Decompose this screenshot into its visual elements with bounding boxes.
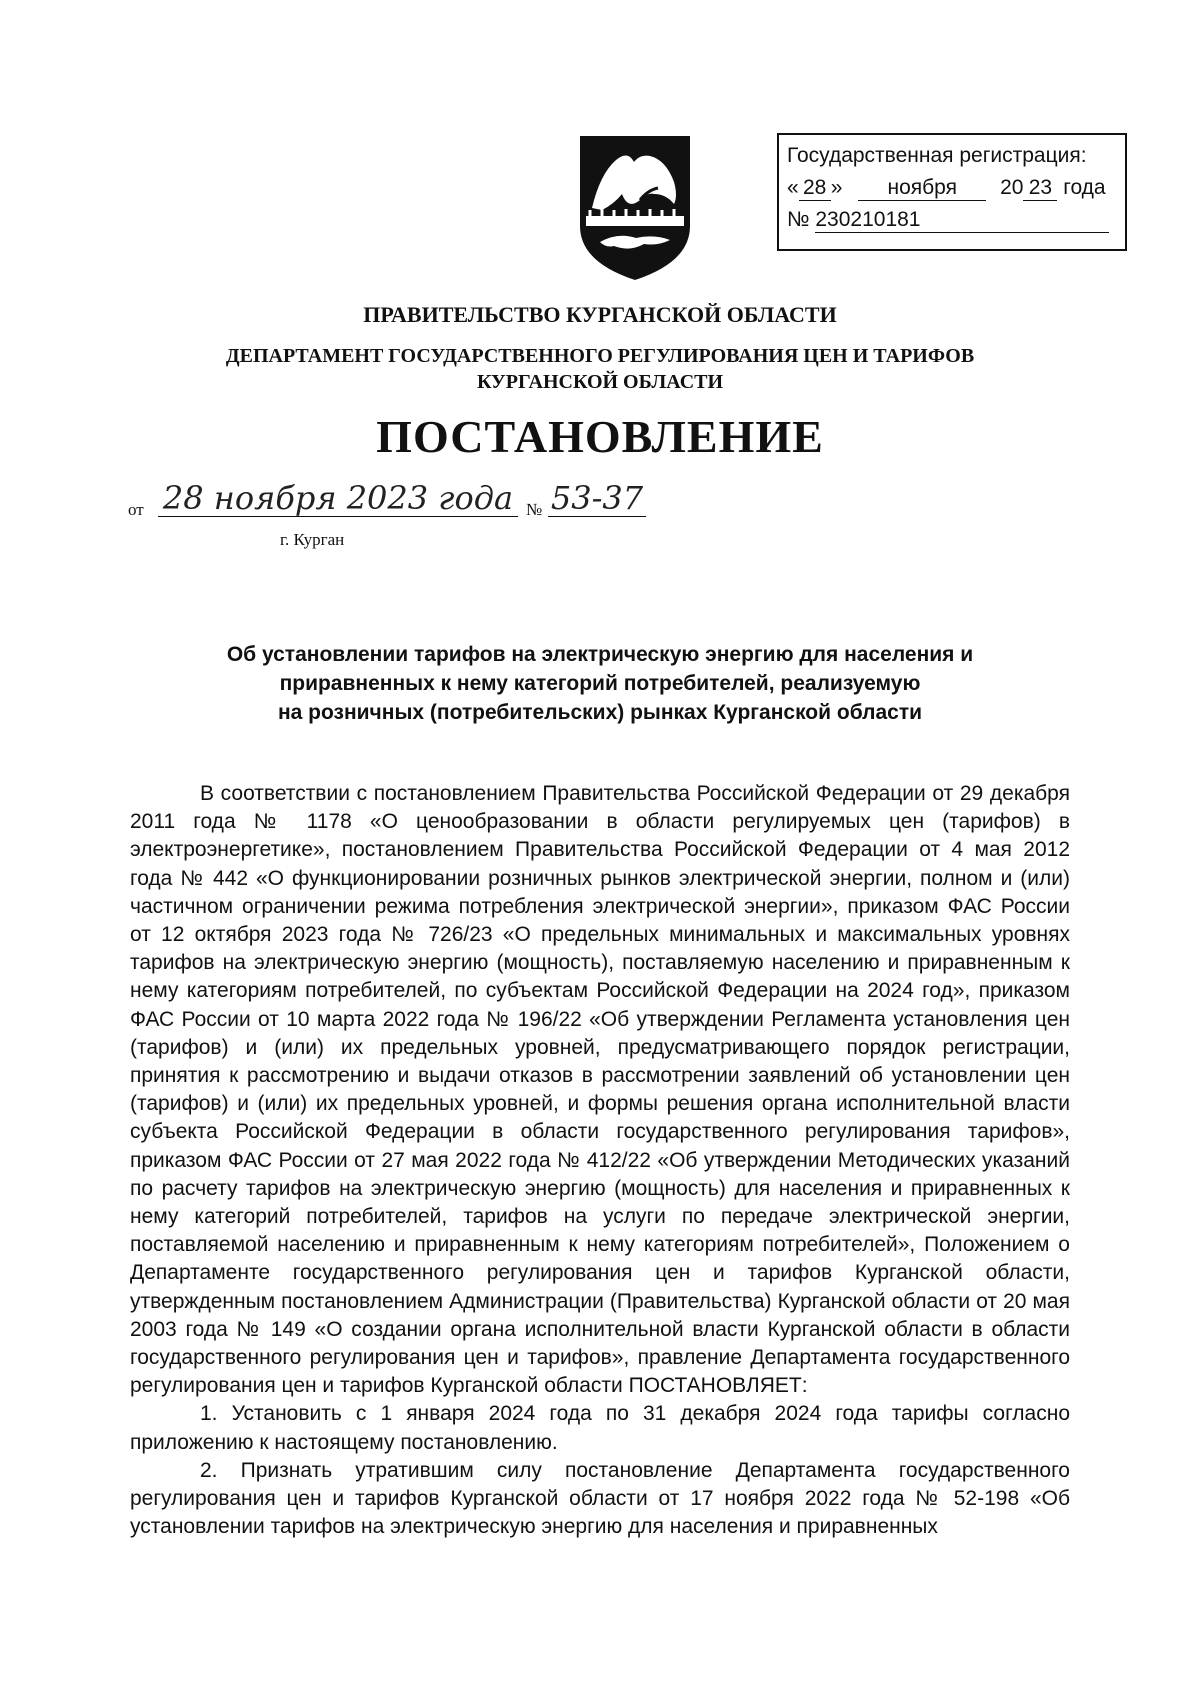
registration-label: Государственная регистрация: (787, 144, 1087, 167)
registration-month: ноября (858, 176, 986, 201)
document-subject (150, 640, 1050, 727)
registration-number: 230210181 (815, 208, 1109, 233)
subject-line1: Об установлении тарифов на электрическую энергию для населения и (226, 643, 974, 666)
registration-label-row (787, 141, 1117, 173)
registration-stamp (777, 133, 1127, 251)
department-name-line2: КУРГАНСКОЙ ОБЛАСТИ (476, 371, 724, 393)
close-quote: » (830, 176, 843, 199)
coat-of-arms-icon (578, 134, 692, 282)
registration-date-row (787, 173, 1117, 205)
item-2-paragraph: 2. Признать утратившим силу постановление Департамента государственного регулирования цен и тарифов Курганской области от 17 ноября 2022 года № 52-198 «Об установлении тарифов на электрическую энергию для населения и приравненных (130, 1458, 1070, 1539)
registration-day: 28 (799, 176, 831, 201)
subject-line3: на розничных (потребительских) рынках Курганской области (277, 701, 923, 724)
document-type-title: ПОСТАНОВЛЕНИЕ (376, 411, 824, 462)
from-label: от (128, 500, 144, 519)
city-name: г. Курган (280, 530, 345, 549)
subject-line2: приравненных к нему категорий потребителей, реализуемую (279, 672, 921, 695)
registration-number-sign: № (787, 208, 810, 231)
document-body (130, 780, 1070, 1541)
open-quote: « (787, 176, 799, 199)
registration-number-row (787, 205, 1117, 237)
government-name: ПРАВИТЕЛЬСТВО КУРГАНСКОЙ ОБЛАСТИ (363, 302, 837, 327)
preamble-paragraph: В соответствии с постановлением Правительства Российской Федерации от 29 декабря 2011 года № 1178 «О ценообразовании в области регулируемых цен (тарифов) в электроэнергетике», постановлением Правительства Российской Федерации от 4 мая 2012 года № 442 «О функционировании розничных рынков электрической энергии, полном и (или) частичном ограничении режима потребления электрической энергии», приказом ФАС России от 12 октября 2023 года № 726/23 «О предельных минимальных и максимальных уровнях тарифов на электрическую энергию (мощность), поставляемую населению и приравненным к нему категориям потребителей, по субъектам Российской Федерации на 2024 год», приказом ФАС России от 10 марта 2022 года № 196/22 «Об утверждении Регламента установления цен (тарифов) и (или) их предельных уровней, предусматривающего порядок регистрации, принятия к рассмотрению и выдачи отказов в рассмотрении заявлений об установлении цен (тарифов) и (или) их предельных уровней, и формы решения органа исполнительной власти субъекта Российской Федерации в области государственного регулирования тарифов», приказом ФАС России от 27 мая 2022 года № 412/22 «Об утверждении Методических указаний по расчету тарифов на электрическую энергию (мощность) для населения и приравненных к нему категорий потребителей, тарифов на услуги по передаче электрической энергии, поставляемой населению и приравненным к нему категориям потребителей», Положением о Департаменте государственного регулирования цен и тарифов Курганской области, утвержденным постановлением Администрации (Правительства) Курганской области от 20 мая 2003 года № 149 «О создании органа исполнительной власти Курганской области в области государственного регулирования цен и тарифов», правление Департамента государственного регулирования цен и тарифов Курганской области ПОСТАНОВЛЯЕТ: (130, 782, 1070, 1398)
handwritten-date: 28 ноября 2023 года (158, 480, 518, 517)
date-number-line (128, 479, 648, 526)
registration-year-prefix: 20 (1000, 176, 1024, 199)
registration-year-suffix: 23 (1023, 176, 1057, 201)
item-1-paragraph: 1. Установить с 1 января 2024 года по 31 декабря 2024 года тарифы согласно приложению к настоящему постановлению. (130, 1402, 1070, 1454)
number-label: № (526, 500, 543, 519)
registration-year-word: года (1063, 176, 1106, 199)
department-name-line1: ДЕПАРТАМЕНТ ГОСУДАРСТВЕННОГО РЕГУЛИРОВАНИЯ ЦЕН И ТАРИФОВ (225, 345, 975, 367)
handwritten-number: 53-37 (548, 480, 646, 517)
